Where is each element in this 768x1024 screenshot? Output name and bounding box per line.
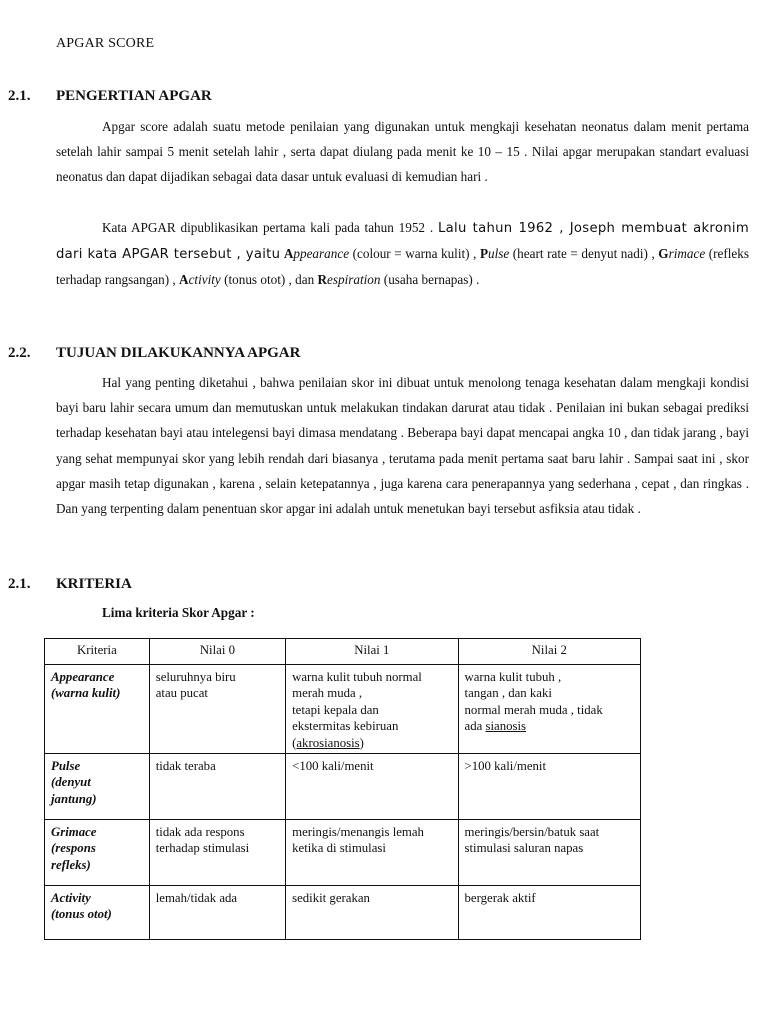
paragraph-text: Apgar score adalah suatu metode penilaian yang digunakan untuk mengkaji kesehatan neonatus dalam menit pertama setelah lahir sampai 5 menit setelah lahir , serta dapat diulang pada menit ke 10 – 15 . Nilai apgar merupakan standart evaluasi neonatus dan dapat dijadikan sebagai data dasar untuk evaluasi di kemudian hari . [56,119,749,185]
cell-nilai-1: <100 kali/menit [286,754,458,820]
section-title: KRITERIA [56,576,132,592]
table-row-appearance [45,665,641,754]
kriteria-lead: Lima kriteria Skor Apgar : [102,605,255,620]
section-title: PENGERTIAN APGAR [56,88,212,104]
header-nilai-1: Nilai 1 [286,639,458,665]
letter-p: P [479,246,488,262]
section-heading-pengertian [8,88,212,105]
paragraph-text: Hal yang penting diketahui , bahwa penilaian skor ini dibuat untuk menolong tenaga kesehatan dalam mengkaji kondisi bayi baru lahir secara umum dan memutuskan untuk melakukan tindakan darurat atau tidak . Penilaian ini bukan sebagai prediksi terhadap kesehatan bayi atau intelegensi bayi dimasa mendatang . Beberapa bayi dapat mencapai angka 10 , dan tidak jarang , bayi yang sehat mempunyai skor yang lebih rendah dari biasanya , terutama pada menit pertama saat baru lahir . Sampai saat ini , skor apgar masih tetap digunakan , karena , selain ketepatannya , juga karena cara penerapannya yang sederhana , cepat , dan ringkas . Dan yang terpenting dalam penentuan skor apgar ini adalah untuk menetukan bayi tersebut asfiksia atau tidak . [56,375,749,517]
letter-a2: A [179,272,189,288]
cell-nilai-0: tidak ada respons terhadap stimulasi [149,820,285,886]
cell-nilai-0: lemah/tidak ada [149,886,285,940]
paragraph-pengertian-1 [56,114,749,190]
cell-nilai-1: meringis/menangis lemah ketika di stimulasi [286,820,458,886]
table-header-row [45,639,641,665]
header-kriteria: Kriteria [45,639,150,665]
paragraph-text-a: Kata APGAR dipublikasikan pertama kali pada tahun 1952 . [102,220,434,235]
cell-nilai-2: >100 kali/menit [458,754,640,820]
term-sianosis: sianosis [485,719,527,734]
cell-nilai-0: tidak teraba [149,754,285,820]
section-number: 2.1. [8,576,31,592]
section-heading-kriteria [8,576,132,593]
word-activity: ctivity [188,272,221,288]
apgar-criteria-table [44,638,641,940]
paragraph-text-b: Lalu tahun 1962 , Joseph membuat akronim dari kata APGAR tersebut , yaitu [56,221,749,263]
cell-nilai-2: meringis/bersin/batuk saat stimulasi saluran napas [458,820,640,886]
table-row-pulse [45,754,641,820]
section-heading-tujuan [8,345,300,362]
cell-nilai-1: warna kulit tubuh normal merah muda , tetapi kepala dan ekstermitas kebiruan (akrosianosis) [286,665,458,754]
cell-criteria: Activity (tonus otot) [45,886,150,940]
paragraph-pengertian-2: Kata APGAR dipublikasikan pertama kali pada tahun 1952 . Lalu tahun 1962 , Joseph membuat akronim dari kata APGAR tersebut , yaitu Appearance (colour = warna kulit) , Pulse (heart rate = denyut nadi) , Grimace (refleks terhadap rangsangan) , Activity (tonus otot) , dan Respiration (usaha bernapas) . [56,220,750,288]
letter-a: A [283,246,294,262]
cell-criteria: Pulse (denyut jantung) [45,754,150,820]
cell-criteria: Appearance (warna kulit) [45,665,150,754]
cell-nilai-1: sedikit gerakan [286,886,458,940]
cell-criteria: Grimace (respons refleks) [45,820,150,886]
word-pulse: ulse [488,246,510,262]
section-number: 2.1. [8,88,31,104]
letter-r: R [317,272,328,288]
letter-g: G [658,246,669,262]
word-appearance: ppearance [293,246,350,262]
word-respiration: espiration [327,272,381,288]
header-nilai-2: Nilai 2 [458,639,640,665]
table-row-grimace [45,820,641,886]
cell-nilai-2: warna kulit tubuh , tangan , dan kaki normal merah muda , tidak ada sianosis [458,665,640,754]
cell-nilai-2: bergerak aktif [458,886,640,940]
paragraph-tujuan [56,370,749,521]
table-row-activity [45,886,641,940]
word-grimace: rimace [668,246,706,262]
term-akrosianosis: akrosianosis [296,735,360,750]
section-title: TUJUAN DILAKUKANNYA APGAR [56,345,301,361]
cell-nilai-0: seluruhnya biru atau pucat [149,665,285,754]
section-number: 2.2. [8,345,31,361]
document-title: APGAR SCORE [56,36,155,51]
header-nilai-0: Nilai 0 [149,639,285,665]
